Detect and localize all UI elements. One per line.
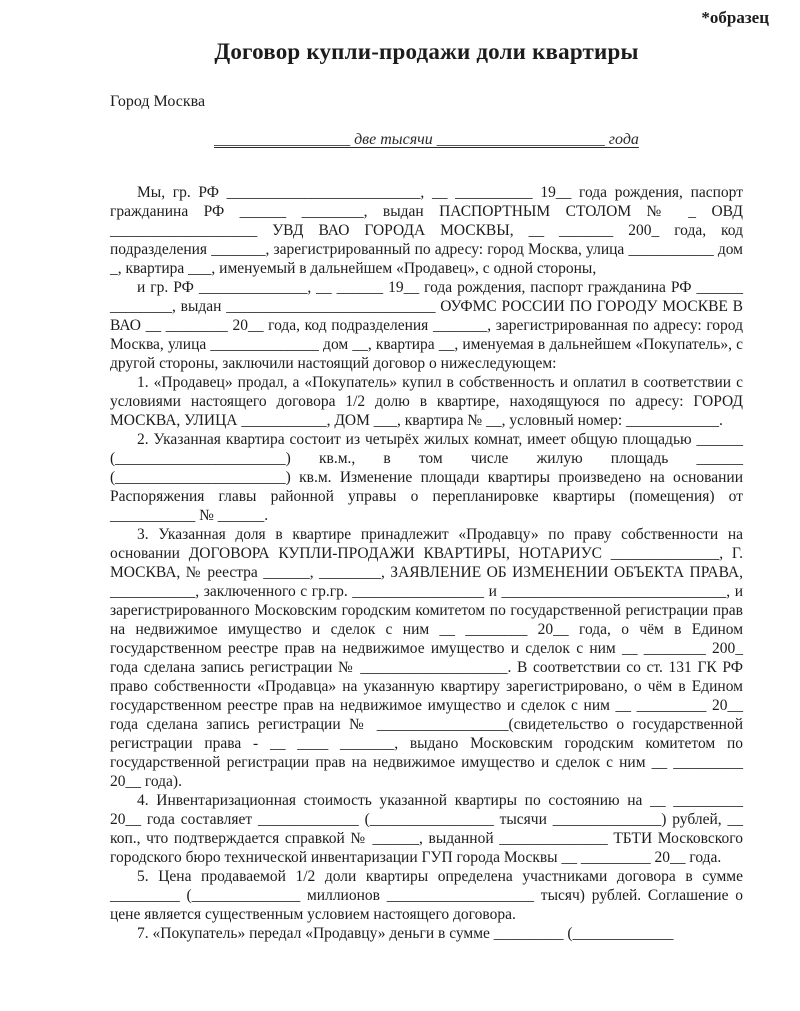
document-title: Договор купли-продажи доли квартиры: [214, 39, 639, 64]
clause-1-sale-subject: 1. «Продавец» продал, а «Покупатель» купил в собственность и оплатил в соответствии с условиями настоящего договора 1/2 долю в квартире, находящуюся по адресу: ГОРОД МОСКВА, УЛИЦА ___________, ДОМ ___, квартира № __, условный номер: ____________.: [110, 374, 743, 429]
date-blank-line: _________________ две тысячи _____________________ года: [214, 131, 639, 148]
date-line-row: [110, 130, 743, 150]
sample-watermark: *образец: [701, 8, 769, 27]
paragraph-preamble-seller: Мы, гр. РФ _________________________, __ __________ 19__ года рождения, паспорт гражданина РФ ______ ________, выдан ПАСПОРТНЫМ СТОЛОМ № _ ОВД ___________________ УВД ВАО ГОРОДА МОСКВЫ, __ _______ 200_ года, код подразделения _______, зарегистрированный по адресу: город Москва, улица ___________ дом _, квартира ___, именуемый в дальнейшем «Продавец», с одной стороны,: [110, 184, 743, 277]
clause-7-payment: 7. «Покупатель» передал «Продавцу» деньги в сумме _________ (_____________: [137, 925, 674, 942]
document-body: [110, 183, 743, 943]
clause-2-apartment-area: 2. Указанная квартира состоит из четырёх жилых комнат, имеет общую площадью ______ (______________________) кв.м., в том числе жилую площадь ______ (______________________) кв.м. Изменение площади квартиры произведено на основании Распоряжения главы районной управы о перепланировке квартиры (помещения) от ___________ № ______.: [110, 431, 743, 524]
clause-3-ownership-basis: 3. Указанная доля в квартире принадлежит «Продавцу» по праву собственности на основании ДОГОВОРА КУПЛИ-ПРОДАЖИ КВАРТИРЫ, НОТАРИУС ______________, Г. МОСКВА, № реестра ______, ________, ЗАЯВЛЕНИЕ ОБ ИЗМЕНЕНИИ ОБЪЕКТА ПРАВА, ___________, заключенного с гр.гр. _________________ и _____________________________, и зарегистрированного Московским городским комитетом по государственной регистрации прав на недвижимое имущество и сделок с ним __ ________ 20__ года, о чём в Едином государственном реестре прав на недвижимое имущество и сделок с ним __ ________ 200_ года сделана запись регистрации № ___________________. В соответствии со ст. 131 ГК РФ право собственности «Продавца» на указанную квартиру зарегистрировано, о чём в Едином государственном реестре прав на недвижимое имущество и сделок с ним __ _________ 20__ года сделана запись регистрации № _________________(свидетельство о государственной регистрации права - __ ____ _______, выдано Московским городским комитетом по государственной регистрации прав на недвижимое имущество и сделок с ним __ _________ 20__ года).: [110, 526, 743, 790]
clause-5-price: 5. Цена продаваемой 1/2 доли квартиры определена участниками договора в сумме _________ (______________ миллионов ___________________ тысяч) рублей. Соглашение о цене является существенным условием настоящего договора.: [110, 868, 743, 923]
paragraph-preamble-buyer: и гр. РФ ______________, __ ______ 19__ года рождения, паспорт гражданина РФ ______ ________, выдан ___________________________ ОУФМС РОССИИ ПО ГОРОДУ МОСКВЕ В ВАО __ ________ 20__ года, код подразделения _______, зарегистрированная по адресу: город Москва, улица ______________ дом __, квартира __, именуемая в дальнейшем «Покупатель», с другой стороны, заключили настоящий договор о нижеследующем:: [110, 279, 743, 372]
clause-4-inventory-value: 4. Инвентаризационная стоимость указанной квартиры по состоянию на __ _________ 20__ года составляет _____________ (________________ тысячи ______________) рублей, __ коп., что подтверждается справкой № ______, выданной ______________ ТБТИ Московского городского бюро технической инвентаризации ГУП города Москвы __ _________ 20__ года.: [110, 792, 743, 866]
city-line: Город Москва: [110, 93, 206, 110]
